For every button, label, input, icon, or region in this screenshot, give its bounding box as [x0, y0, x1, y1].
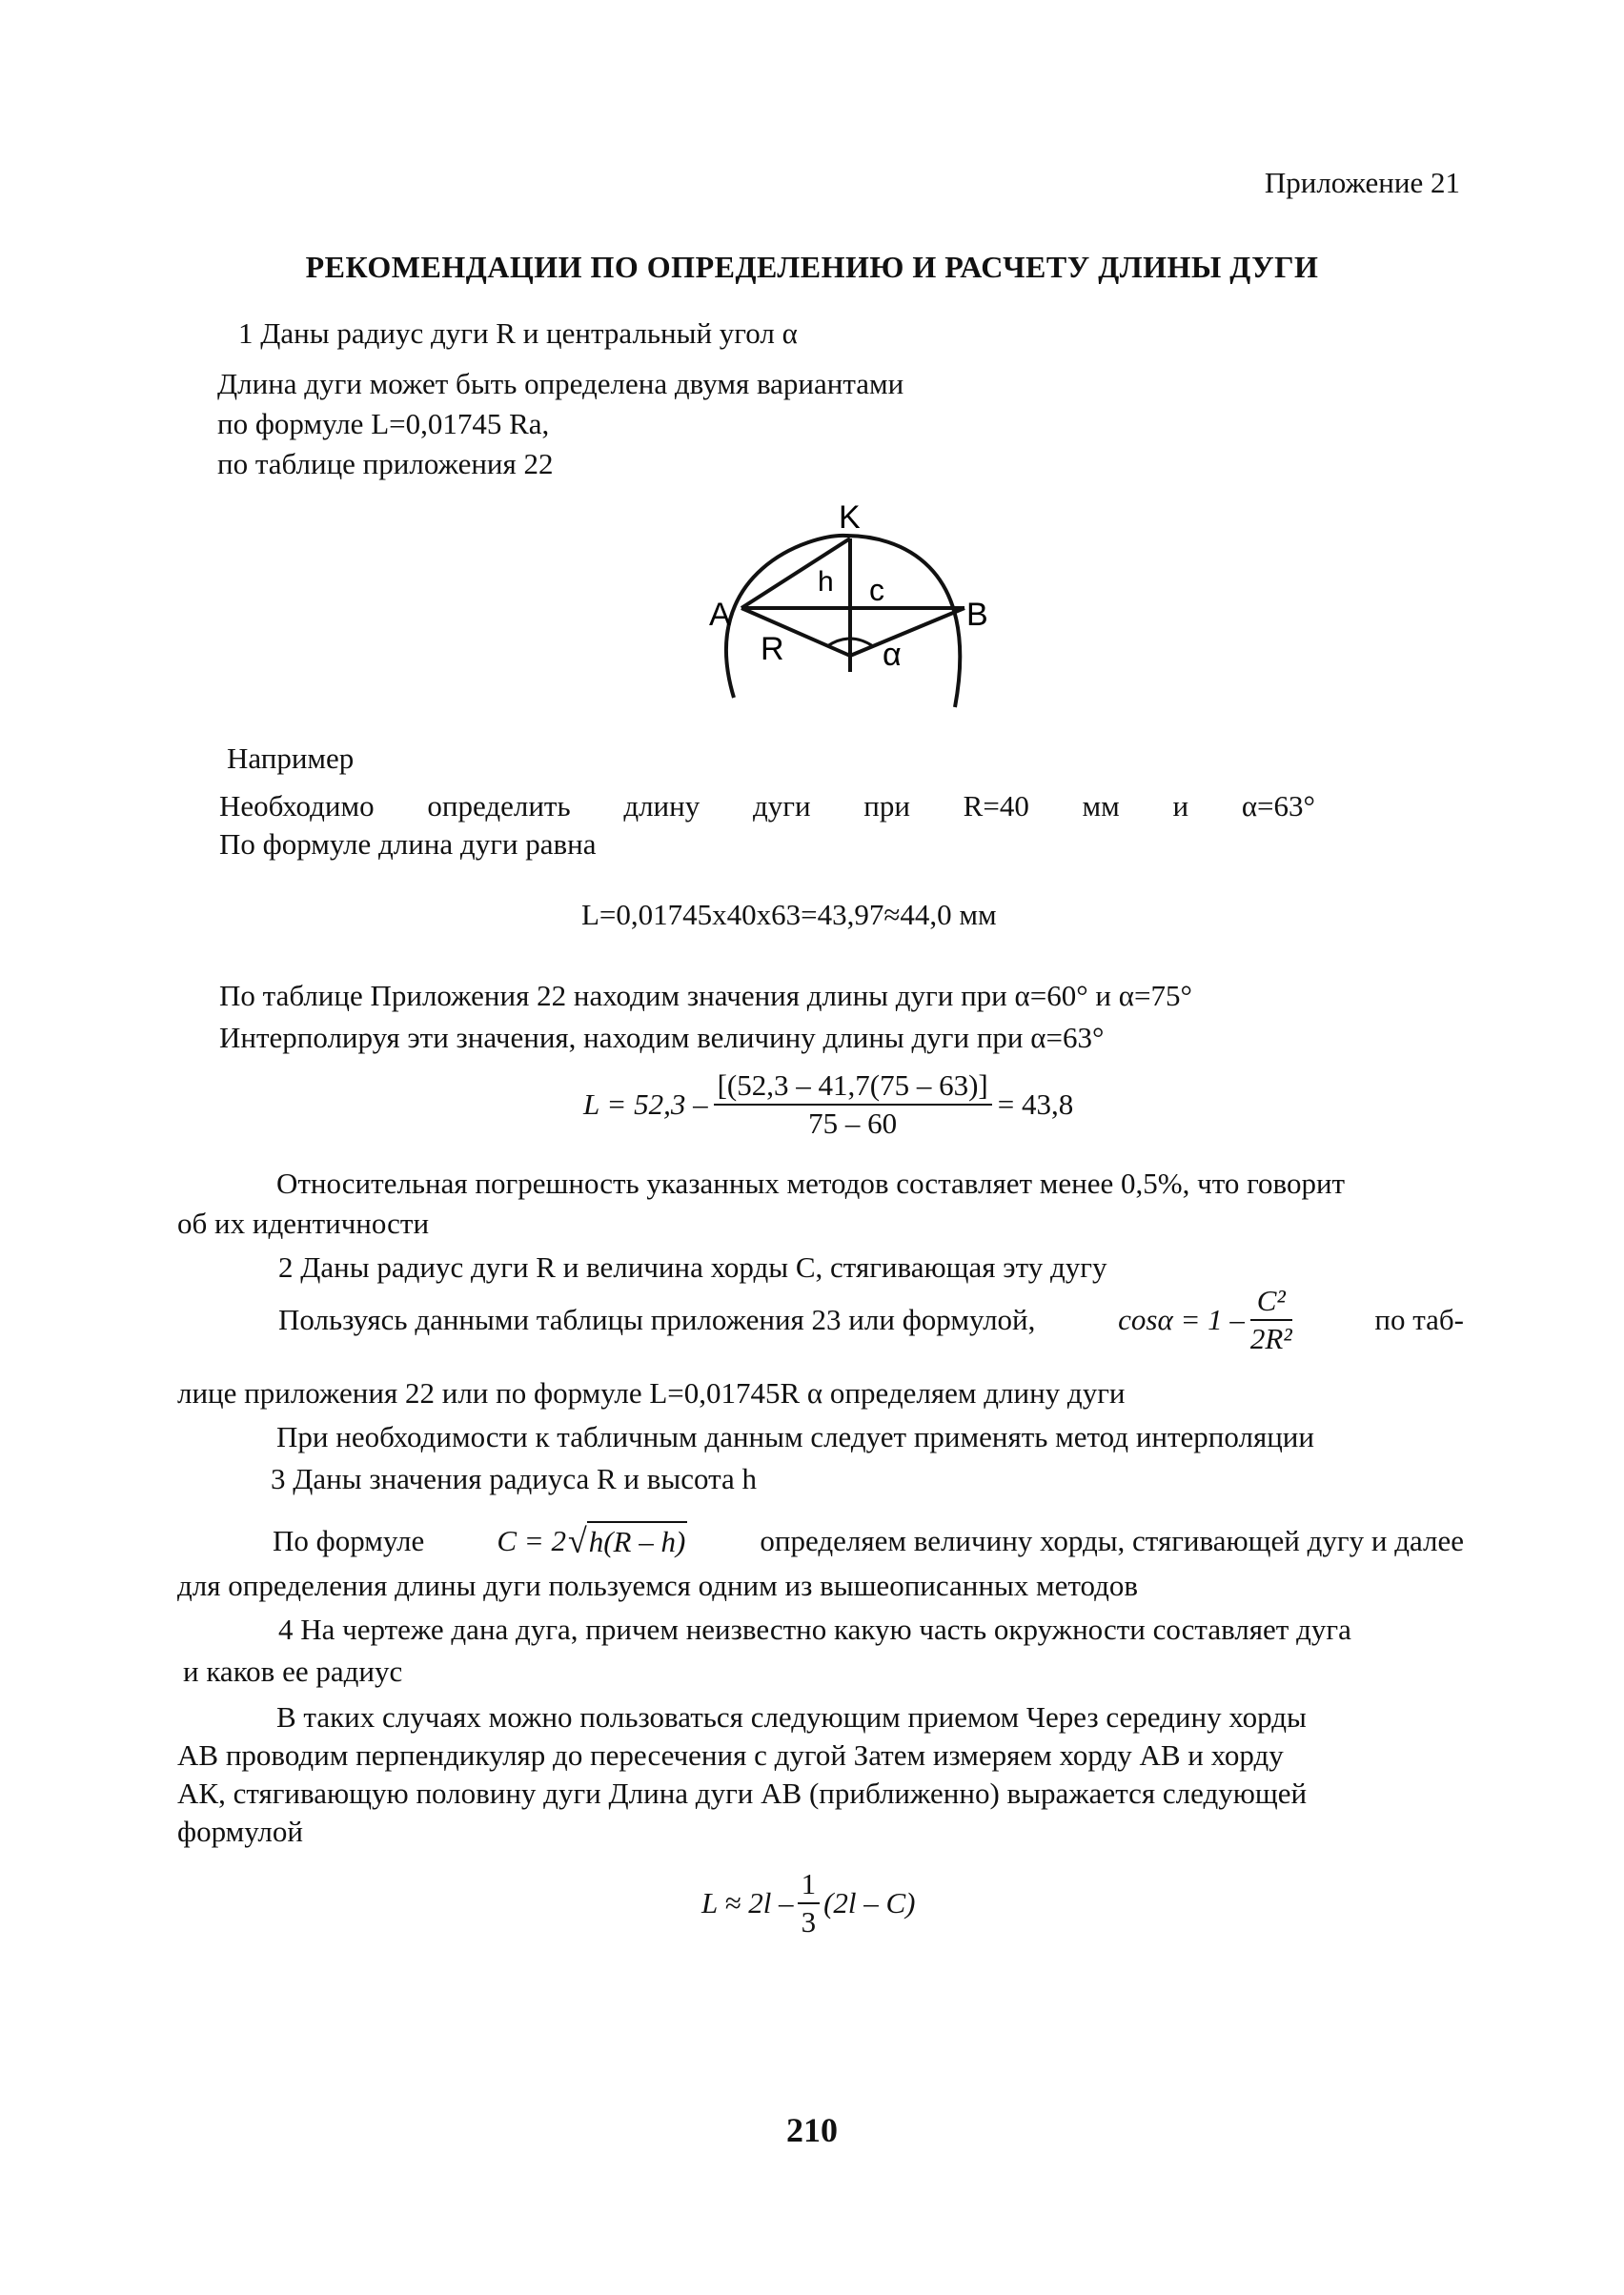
arc-curve [726, 536, 960, 707]
task-word: Необходимо [219, 789, 375, 823]
task-word: дуги [752, 789, 811, 823]
final-formula [701, 1866, 916, 1940]
section1-heading: 1 Даны радиус дуги R и центральный угол α [238, 316, 798, 350]
section4-heading-line1: 4 На чертеже дана дуга, причем неизвестно какую часть окружности составляет дуга [278, 1613, 1351, 1646]
label-r: R [761, 631, 784, 667]
section4-para-line1: В таких случаях можно пользоваться следующим приемом Через середину хорды [276, 1700, 1307, 1734]
task-word: определить [427, 789, 571, 823]
formula-result: L=0,01745х40х63=43,97≈44,0 мм [581, 898, 997, 931]
cos-numerator: C² [1250, 1283, 1292, 1321]
interp-rhs: = 43,8 [997, 1087, 1074, 1121]
error-line2: об их идентичности [177, 1207, 430, 1240]
table-line: По таблице Приложения 22 находим значения длины дуги при α=60° и α=75° [219, 979, 1192, 1012]
task-word: и [1172, 789, 1189, 823]
section2-line3: При необходимости к табличным данным следует применять метод интерполяции [276, 1420, 1314, 1453]
section4-heading-line2: и каков ее радиус [183, 1655, 403, 1688]
label-c: c [869, 573, 884, 607]
interp-numerator: [(52,3 – 41,7(75 – 63)] [714, 1067, 992, 1106]
interp-line: Интерполируя эти значения, находим величину длины дуги при α=63° [219, 1021, 1105, 1054]
section1-line3: по таблице приложения 22 [217, 447, 554, 480]
appendix-label: Приложение 21 [1264, 166, 1460, 199]
label-a: A [709, 597, 731, 633]
section2-formula-line [278, 1283, 1464, 1357]
chord-formula [497, 1521, 687, 1561]
section4-para-line2: АВ проводим перпендикуляр до пересечения с дугой Затем измеряем хорду АВ и хорду [177, 1738, 1284, 1772]
sqrt-icon: √ [567, 1522, 587, 1560]
formula-intro: По формуле длина дуги равна [219, 827, 597, 861]
section3-heading: 3 Даны значения радиуса R и высота h [271, 1462, 758, 1495]
cos-denominator: 2R² [1249, 1322, 1292, 1355]
final-fraction [798, 1866, 821, 1940]
section3-text-b: определяем величину хорды, стягивающей дугу и далее [760, 1524, 1464, 1557]
radius-left [741, 608, 850, 656]
cos-lhs: cosα = 1 – [1118, 1303, 1245, 1336]
section2-text-b: по таб- [1374, 1303, 1464, 1336]
label-h: h [818, 566, 834, 598]
section1-line1: Длина дуги может быть определена двумя вариантами [217, 367, 904, 400]
chord-formula-radicand: h(R – h) [587, 1521, 688, 1561]
cos-formula [1118, 1283, 1292, 1357]
example-heading: Например [227, 741, 355, 775]
task-word: мм [1082, 789, 1120, 823]
final-rhs: (2l – C) [823, 1886, 916, 1919]
radius-right [850, 608, 964, 656]
final-lhs: L ≈ 2l – [701, 1886, 794, 1919]
section1-line2: по формуле L=0,01745 Ra, [217, 407, 550, 440]
section3-formula-line [273, 1521, 1464, 1561]
final-denominator: 3 [801, 1905, 817, 1939]
section3-text-a: По формуле [273, 1524, 425, 1557]
example-task [219, 787, 1315, 825]
final-numerator: 1 [798, 1866, 821, 1904]
section2-text-a: Пользуясь данными таблицы приложения 23 или формулой, [278, 1303, 1036, 1336]
section4-para-line3: АК, стягивающую половину дуги Длина дуги АВ (приближенно) выражается следующей [177, 1777, 1308, 1810]
cos-fraction [1250, 1283, 1292, 1357]
interp-denominator: 75 – 60 [808, 1107, 898, 1140]
task-word: при [863, 789, 910, 823]
interp-formula [583, 1067, 1073, 1142]
section4-para-line4: формулой [177, 1815, 303, 1848]
section2-heading: 2 Даны радиус дуги R и величина хорды C, стягивающая эту дугу [278, 1250, 1107, 1284]
label-b: B [966, 597, 988, 633]
interp-lhs: L = 52,3 – [583, 1087, 708, 1121]
task-word: длину [623, 789, 700, 823]
page-title: РЕКОМЕНДАЦИИ ПО ОПРЕДЕЛЕНИЮ И РАСЧЕТУ ДЛИНЫ ДУГИ [305, 250, 1319, 284]
section2-line2: лице приложения 22 или по формуле L=0,01745R α определяем длину дуги [177, 1376, 1126, 1410]
task-word: α=63° [1241, 789, 1315, 823]
page-number: 210 [786, 2111, 838, 2149]
error-line1: Относительная погрешность указанных методов составляет менее 0,5%, что говорит [276, 1167, 1346, 1200]
task-word: R=40 [963, 789, 1029, 823]
section3-line2: для определения длины дуги пользуемся одним из вышеописанных методов [177, 1569, 1139, 1602]
arc-diagram [696, 496, 1010, 715]
interp-fraction [714, 1067, 992, 1142]
label-k: K [839, 499, 861, 536]
chord-formula-pre: C = 2 [497, 1524, 566, 1557]
label-alpha: α [883, 637, 902, 673]
